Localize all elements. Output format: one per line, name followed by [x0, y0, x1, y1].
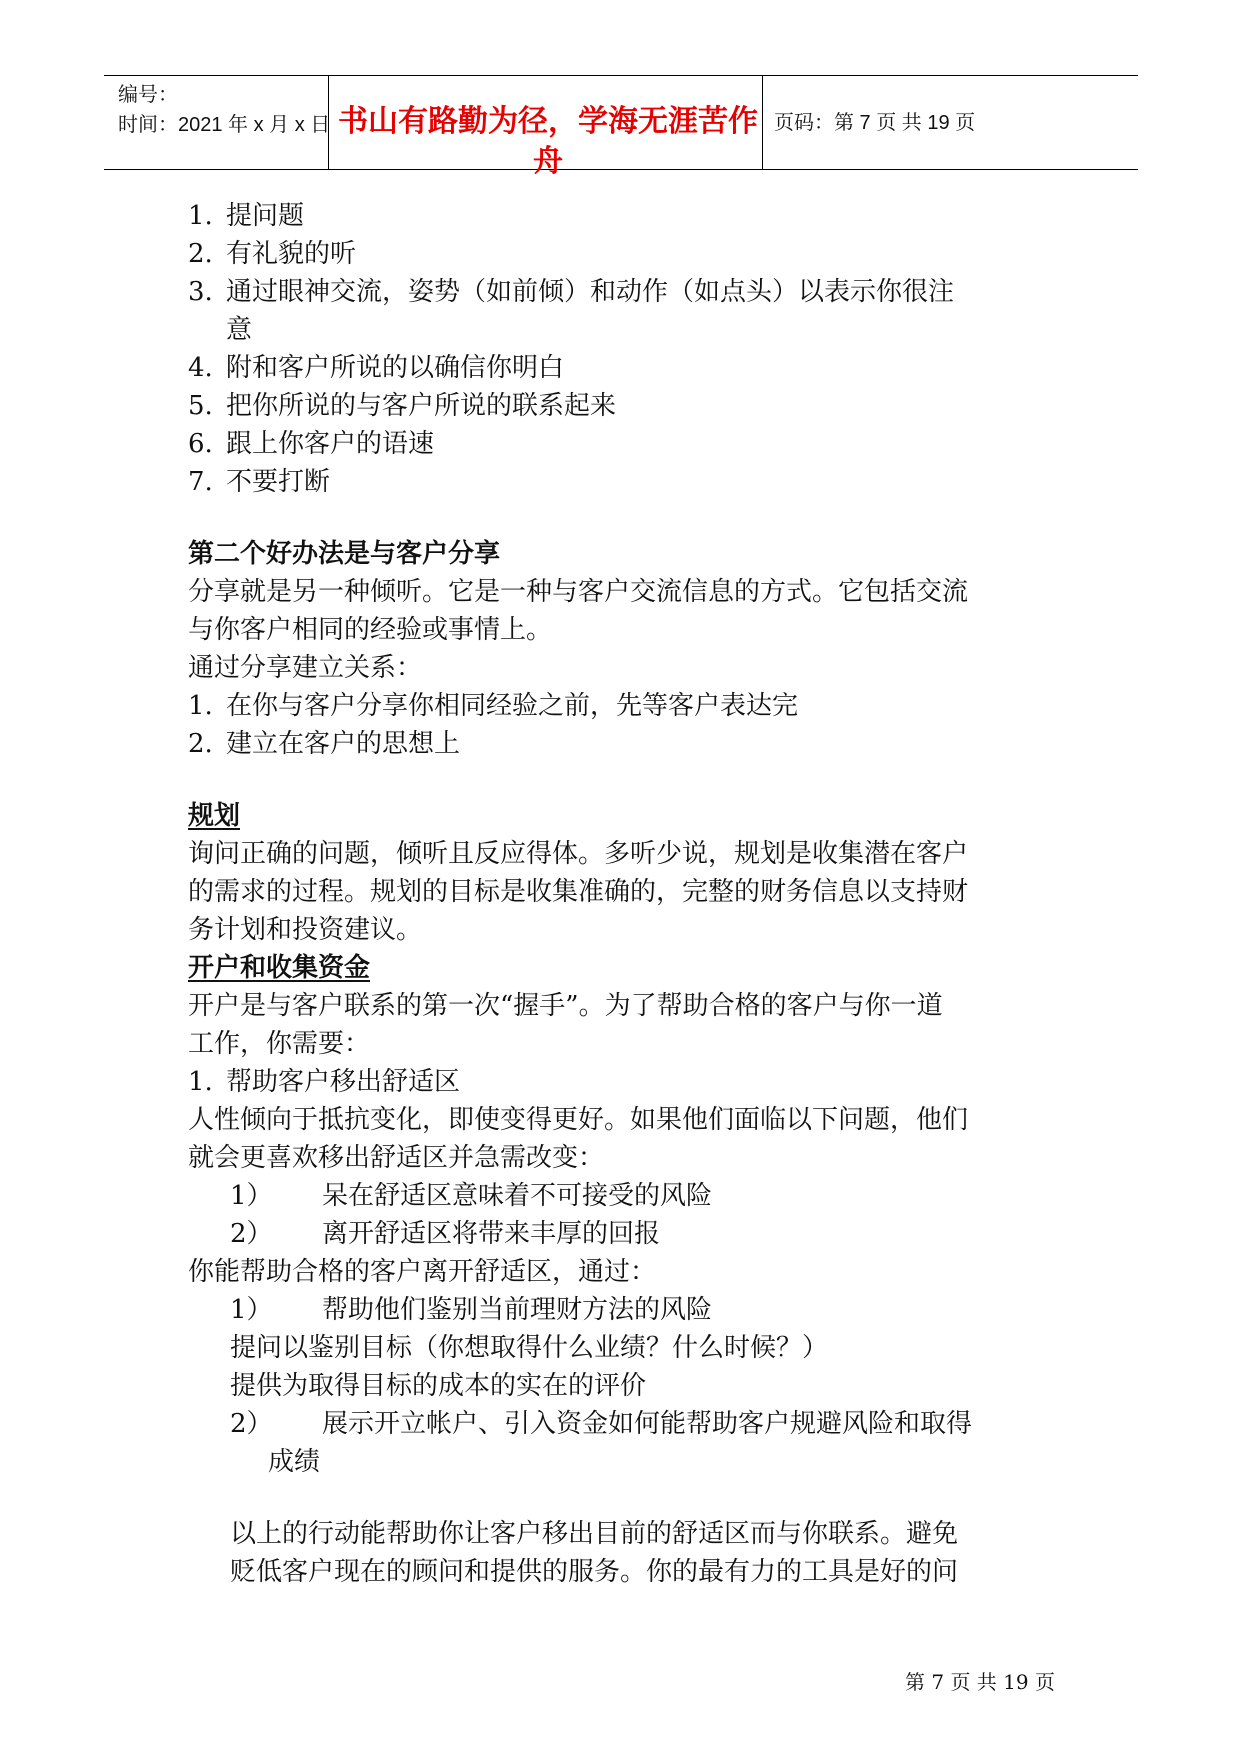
paragraph-line: 工作，你需要：	[188, 1029, 371, 1059]
list-item	[188, 463, 1068, 501]
list-item-number: 1.	[188, 1067, 213, 1097]
list-item-number: 5.	[188, 391, 213, 421]
list-item	[188, 687, 1068, 725]
header-divider-right	[762, 76, 763, 169]
spacer	[188, 501, 1068, 535]
sub-list-item-text: 离开舒适区将带来丰厚的回报	[322, 1219, 661, 1249]
sub-list-item-number: 2）	[230, 1409, 273, 1439]
paragraph-line: 的需求的过程。规划的目标是收集准确的，完整的财务信息以支持财	[188, 877, 969, 907]
paragraph-line: 你能帮助合格的客户离开舒适区，通过：	[188, 1257, 657, 1287]
sub-list-item-number: 2）	[230, 1219, 273, 1249]
paragraph-line: 贬低客户现在的顾问和提供的服务。你的最有力的工具是好的问	[230, 1557, 959, 1587]
list-item-number: 3.	[188, 277, 213, 307]
paragraph-line: 开户是与客户联系的第一次“握手”。为了帮助合格的客户与你一道	[188, 991, 943, 1021]
sub-list-item	[188, 1215, 1068, 1253]
header-number-label: 编号：	[118, 84, 178, 106]
listening-tips-list	[188, 197, 1068, 501]
header-time-label: 时间：2021 年 x 月 x 日	[118, 114, 331, 136]
sub-list-item-text: 帮助他们鉴别当前理财方法的风险	[322, 1295, 713, 1325]
list-item	[188, 273, 1068, 311]
paragraph-line: 分享就是另一种倾听。它是一种与客户交流信息的方式。它包括交流	[188, 577, 969, 607]
spacer	[188, 763, 1068, 797]
list-item	[188, 235, 1068, 273]
paragraph-line: 与你客户相同的经验或事情上。	[188, 615, 553, 645]
list-item	[188, 725, 1068, 763]
list-item-number: 1.	[188, 201, 213, 231]
list-item-number: 2.	[188, 239, 213, 269]
sub-list-item-number: 1）	[230, 1181, 273, 1211]
paragraph-line: 通过分享建立关系：	[188, 653, 423, 683]
list-item-text: 附和客户所说的以确信你明白	[226, 353, 565, 383]
list-item-text: 通过眼神交流，姿势（如前倾）和动作（如点头）以表示你很注	[226, 277, 955, 307]
list-item-number: 4.	[188, 353, 213, 383]
paragraph-line: 人性倾向于抵抗变化，即使变得更好。如果他们面临以下问题，他们	[188, 1105, 969, 1135]
sub-list-item-continuation: 成绩	[268, 1447, 321, 1477]
spacer	[188, 1481, 1068, 1515]
list-item-text: 在你与客户分享你相同经验之前，先等客户表达完	[226, 691, 799, 721]
list-item-number: 2.	[188, 729, 213, 759]
list-item-number: 7.	[188, 467, 213, 497]
paragraph-line: 询问正确的问题，倾听且反应得体。多听少说，规划是收集潜在客户	[188, 839, 969, 869]
sub-list-item	[188, 1291, 1068, 1329]
list-item	[188, 1063, 1068, 1101]
list-item	[188, 197, 1068, 235]
header-page-info: 页码：第 7 页 共 19 页	[774, 112, 976, 134]
section-heading-open: 开户和收集资金	[188, 953, 371, 983]
list-item-text: 把你所说的与客户所说的联系起来	[226, 391, 617, 421]
section-heading-share: 第二个好办法是与客户分享	[188, 539, 501, 569]
list-item-text: 提问题	[226, 201, 305, 231]
sub-list-item-number: 1）	[230, 1295, 273, 1325]
list-item-text: 不要打断	[226, 467, 331, 497]
header-meta	[118, 80, 330, 140]
list-item-text: 跟上你客户的语速	[226, 429, 435, 459]
list-item-text: 帮助客户移出舒适区	[226, 1067, 461, 1097]
list-item-text: 建立在客户的思想上	[226, 729, 461, 759]
indented-line: 提问以鉴别目标（你想取得什么业绩？什么时候？）	[230, 1333, 829, 1363]
paragraph-line: 以上的行动能帮助你让客户移出目前的舒适区而与你联系。避免	[230, 1519, 959, 1549]
paragraph-line: 务计划和投资建议。	[188, 915, 423, 945]
header-divider-left	[328, 76, 329, 169]
page-header	[104, 75, 1138, 179]
paragraph-line: 就会更喜欢移出舒适区并急需改变：	[188, 1143, 605, 1173]
sub-list-item-text: 呆在舒适区意味着不可接受的风险	[322, 1181, 713, 1211]
sub-list-item-text: 展示开立帐户、引入资金如何能帮助客户规避风险和取得	[322, 1409, 973, 1439]
list-item-number: 6.	[188, 429, 213, 459]
page-footer: 第 7 页 共 19 页	[905, 1670, 1055, 1694]
sub-list-item	[188, 1405, 1068, 1443]
list-item	[188, 387, 1068, 425]
sub-list-item	[188, 1177, 1068, 1215]
list-item-text: 有礼貌的听	[226, 239, 357, 269]
list-item	[188, 425, 1068, 463]
header-motto: 书山有路勤为径，学海无涯苦作舟	[338, 104, 758, 179]
list-item-continuation: 意	[226, 315, 253, 345]
document-body	[188, 197, 1068, 1591]
list-item-number: 1.	[188, 691, 213, 721]
section-heading-plan: 规划	[188, 801, 241, 831]
indented-line: 提供为取得目标的成本的实在的评价	[230, 1371, 647, 1401]
list-item	[188, 349, 1068, 387]
